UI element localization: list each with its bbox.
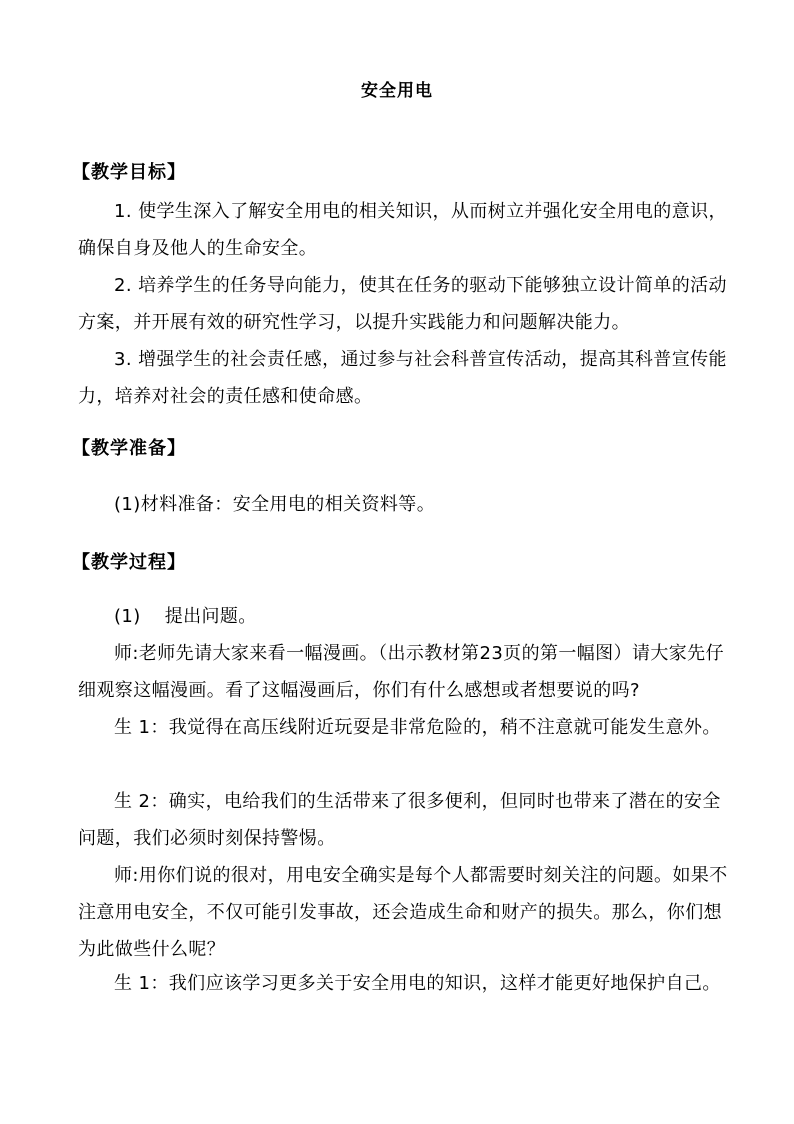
process-step-number: (1)	[114, 606, 141, 627]
section-heading-goals: 【教学目标】	[72, 162, 186, 183]
goal-item-2: 2. 培养学生的任务导向能力，使其在任务的驱动下能够独立设计简单的活动方案，并开展有效的研究性学习，以提升实践能力和问题解决能力。	[78, 275, 727, 333]
dialogue-student-2: 生 2：确实，电给我们的生活带来了很多便利，但同时也带来了潜在的安全问题，我们必须时刻保持警惕。	[78, 791, 721, 849]
preparation-item: (1)材料准备：安全用电的相关资料等。	[114, 494, 436, 515]
section-heading-process: 【教学过程】	[72, 552, 186, 573]
dialogue-teacher-1: 师:老师先请大家来看一幅漫画。（出示教材第23页的第一幅图）请大家先仔细观察这幅漫画。看了这幅漫画后，你们有什么感想或者想要说的吗?	[78, 643, 724, 701]
goal-item-1: 1. 使学生深入了解安全用电的相关知识，从而树立并强化安全用电的意识，确保自身及他人的生命安全。	[78, 201, 727, 259]
goal-item-3: 3. 增强学生的社会责任感，通过参与社会科普宣传活动，提高其科普宣传能力，培养对社会的责任感和使命感。	[78, 349, 727, 407]
section-heading-preparation: 【教学准备】	[72, 438, 186, 459]
process-step	[78, 598, 764, 635]
dialogue-student-1: 生 1：我觉得在高压线附近玩耍是非常危险的，稍不注意就可能发生意外。	[114, 717, 721, 738]
dialogue-student-3: 生 1：我们应该学习更多关于安全用电的知识，这样才能更好地保护自己。	[114, 973, 721, 994]
page-title: 安全用电	[361, 81, 433, 101]
process-step-text: 提出问题。	[164, 606, 257, 627]
dialogue-teacher-2: 师:用你们说的很对，用电安全确实是每个人都需要时刻关注的问题。如果不注意用电安全，不仅可能引发事故，还会造成生命和财产的损失。那么，你们想为此做些什么呢？	[78, 865, 728, 960]
